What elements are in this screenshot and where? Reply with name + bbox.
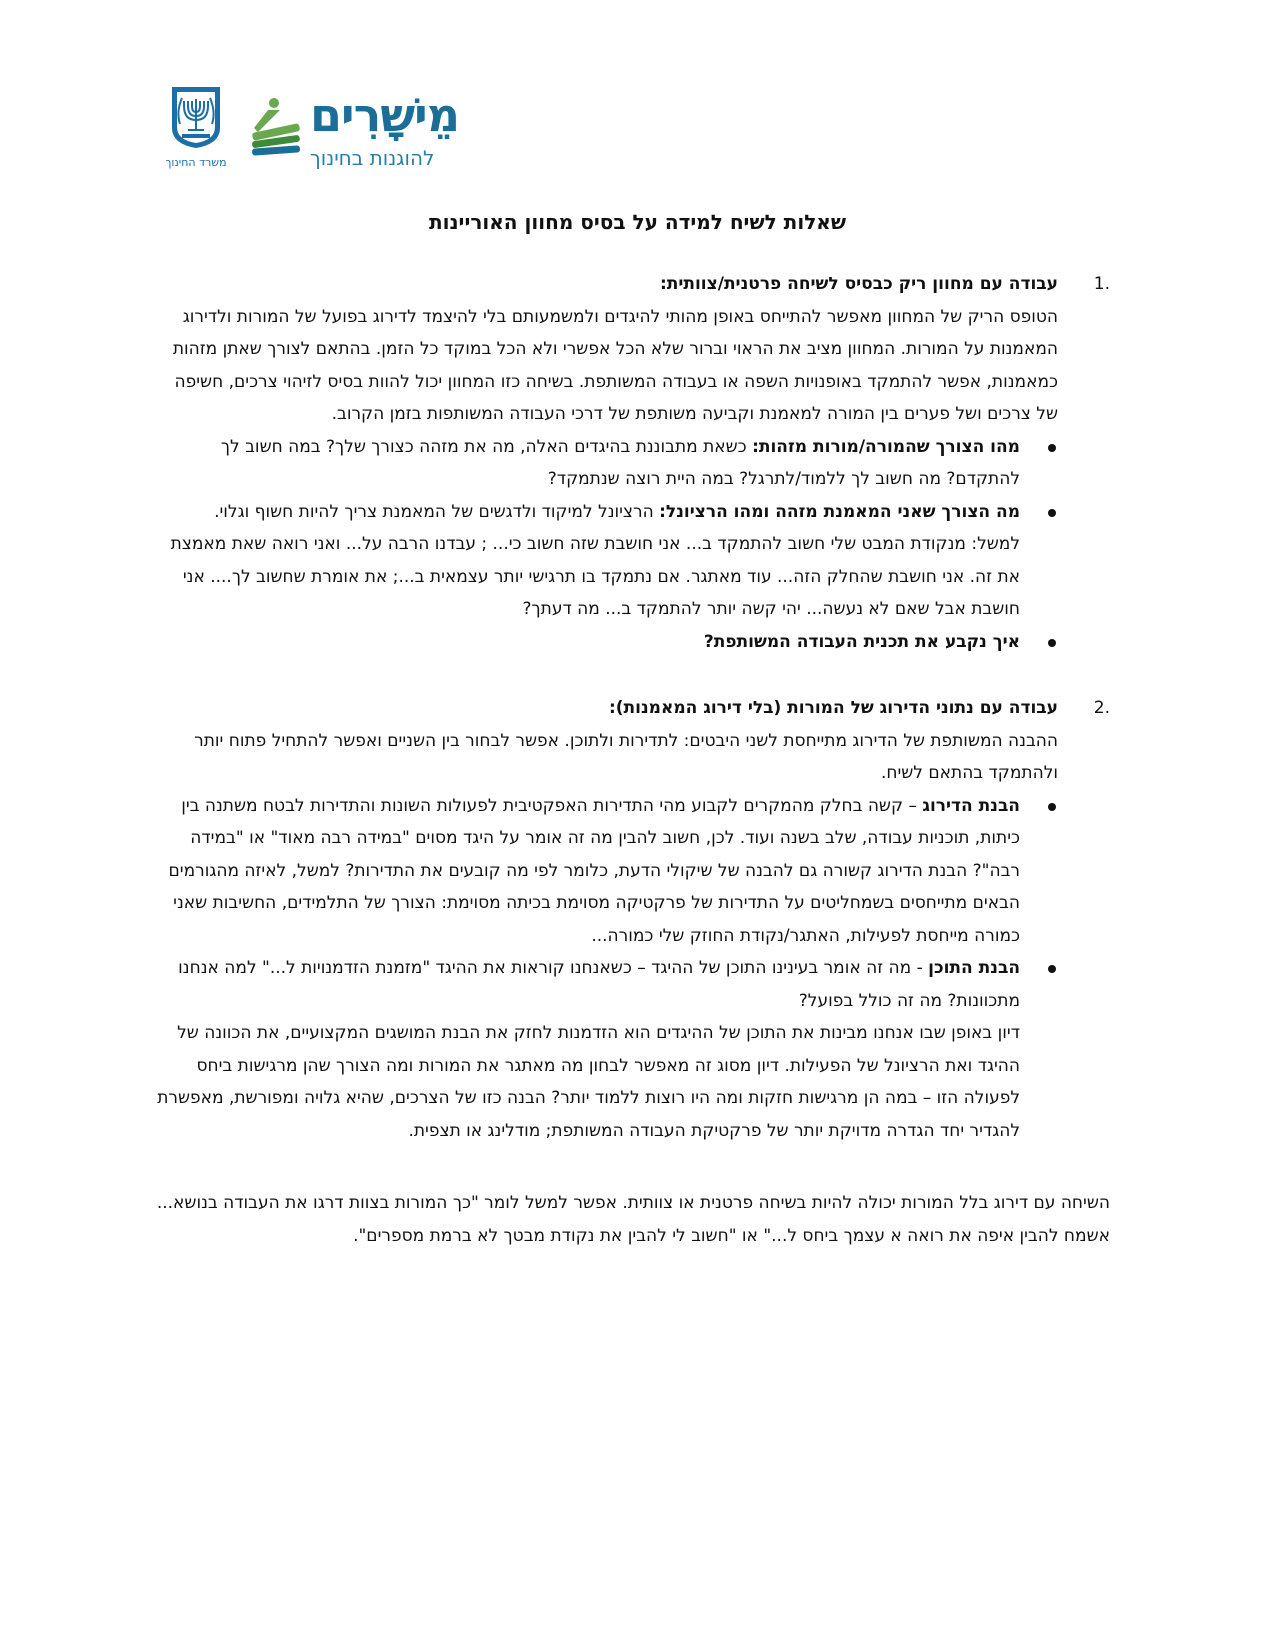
list-item xyxy=(150,790,1020,953)
list-item xyxy=(150,431,1020,496)
brand-name: מֵישָׁרִים xyxy=(310,88,459,142)
bullet-example: למשל: מנקודת המבט שלי חשוב להתמקד ב... אני חושבת שזה חשוב כי... ; עבדנו הרבה על... ואני רואה שאת מאמצת את זה. אני חושבת שהחלק הזה... עוד מאתגר. אם נתמקד בו תרגישי יותר עצמאית ב...; את אומרת שחשוב לך.... אני חושבת אבל שאם לא נעשה... יהי קשה יותר להתמקד ב... מה דעתך? xyxy=(170,534,1020,619)
closing-paragraph: השיחה עם דירוג בלל המורות יכולה להיות בשיחה פרטנית או צוותית. אפשר למשל לומר "כך המורות בצוות דרגו את העבודה בנושא... אשמח להבין איפה את רואה א עצמך ביחס ל..." או "חשוב לי להבין את נקודת מבטך לא ברמת מספרים". xyxy=(156,1193,1110,1246)
section-heading-text: עבודה עם נתוני הדירוג של המורות (בלי דירוג המאמנות): xyxy=(608,698,1058,718)
bullet-icon xyxy=(1048,803,1056,811)
header-logos xyxy=(160,78,490,178)
bullet-text: כשאת מתבוננת בהיגדים האלה, מה את מזהה כצורך שלך? במה חשוב לך להתקדם? מה חשוב לך ללמוד/לתרגל? במה היית רוצה שנתמקד? xyxy=(220,436,1020,489)
section-number: .1 xyxy=(1093,274,1110,294)
bullet-continuation: דיון באופן שבו אנחנו מבינות את התוכן של ההיגדים הוא הזדמנות לחזק את הבנת המושגים המקצועיים, את הכוונה של ההיגד ואת הרציונל של הפעילות. דיון מסוג זה מאפשר לבחון מה מאתגר את המורות ומה הצורך שהן מרגישות ביחס לפעולה הזו – במה הן מרגישות חזקות ומה היו רוצות ללמוד יותר? הבנה כזו של הצרכים, שהיא גלויה ומפורשת, מאפשרת להגדיר יחד הגדרה מדויקת יותר של פרקטיקת העבודה המשותפת; מודלינג או תצפית. xyxy=(157,1023,1020,1141)
list-item xyxy=(150,952,1020,1147)
bullet-icon xyxy=(1048,965,1056,973)
page-title: שאלות לשיח למידה על בסיס מחוון האוריינות xyxy=(428,210,847,234)
ministry-label: משרד החינוך xyxy=(165,156,227,169)
bullet-bold-text: הבנת התוכן xyxy=(928,958,1020,978)
section-heading xyxy=(150,692,1110,725)
list-item xyxy=(150,496,1020,626)
list-item xyxy=(150,626,1020,659)
bullet-bold-text: מהו הצורך שהמורה/מורות מזהות: xyxy=(752,436,1020,457)
bullet-icon xyxy=(1048,444,1056,452)
bullet-text: - מה זה אומר בעינינו התוכן של ההיגד – כשאנחנו קוראות את ההיגד "מזמנת הזדמנויות ל..." למה אנחנו מתכוונות? מה זה כולל בפועל? xyxy=(178,958,1020,1011)
bullet-bold-text: הבנת הדירוג xyxy=(922,795,1020,816)
section-2 xyxy=(150,692,1110,1147)
section-heading xyxy=(150,268,1110,301)
bullet-icon xyxy=(1048,509,1056,517)
bullet-bold-text: איך נקבע את תכנית העבודה המשותפת? xyxy=(703,631,1020,652)
section-heading-text: עבודה עם מחוון ריק כבסיס לשיחה פרטנית/צוותית: xyxy=(659,274,1058,294)
bullet-icon xyxy=(1048,639,1056,647)
brand-tagline: להוגנות בחינוך xyxy=(310,146,435,170)
bullet-list xyxy=(150,431,1110,659)
section-paragraph: הטופס הריק של המחוון מאפשר להתייחס באופן מהותי להיגדים ולמשמעותם בלי להיצמד לדירוג בפועל של המורות ולדירוג המאמנות על המורות. המחוון מציב את הראוי וברור שלא הכל אפשרי ולא הכל במוקד כל הזמן. בהתאם לצורך שאתן מזהות כמאמנות, אפשר להתמקד באופנויות השפה או בעבודה המשותפת. בשיחה כזו המחוון יכול להוות בסיס לזיהוי צרכים, חשיפה של צרכים ושל פערים בין המורה למאמנת וקביעה משותפת של דרכי העבודה המשותפות בזמן הקרוב. xyxy=(172,306,1058,424)
brand-mark-icon xyxy=(250,98,302,156)
document-body xyxy=(150,268,1110,1252)
section-1 xyxy=(150,268,1110,658)
bullet-text: – קשה בחלק מהמקרים לקבוע מהי התדירות האפקטיבית לפעולות השונות והתדירות לבטח משתנה בין כיתות, תוכניות עבודה, שלב בשנה ועוד. לכן, חשוב להבין מה זה אומר על היגד מסוים "במידה רבה מאוד" או "במידה רבה"? הבנת הדירוג קשורה גם להבנה של שיקולי הדעת, כלומר לפי מה קובעים את התדירות? למשל, לאיזה מהגורמים הבאים מתייחסים בשמחליטים על התדירות של פרקטיקה מסוימת בכיתה מסוימת: הצורך של התלמידים, החשיבות שאני כמורה מייחסת לפעילות, האתגר/נקודת החוזק שלי כמורה... xyxy=(168,795,1020,946)
section-number: .2 xyxy=(1093,698,1110,718)
section-paragraph: ההבנה המשותפת של הדירוג מתייחסת לשני היבטים: לתדירות ולתוכן. אפשר לבחור בין השניים ואפשר להתחיל פתוח יותר ולהתמקד בהתאם לשיח. xyxy=(194,730,1058,783)
bullet-list xyxy=(150,790,1110,1148)
bullet-bold-text: מה הצורך שאני המאמנת מזהה ומהו הרציונל: xyxy=(659,501,1020,522)
bullet-text: הרציונל למיקוד ולדגשים של המאמנת צריך להיות חשוף וגלוי. xyxy=(214,501,660,522)
state-emblem-icon xyxy=(168,84,224,150)
